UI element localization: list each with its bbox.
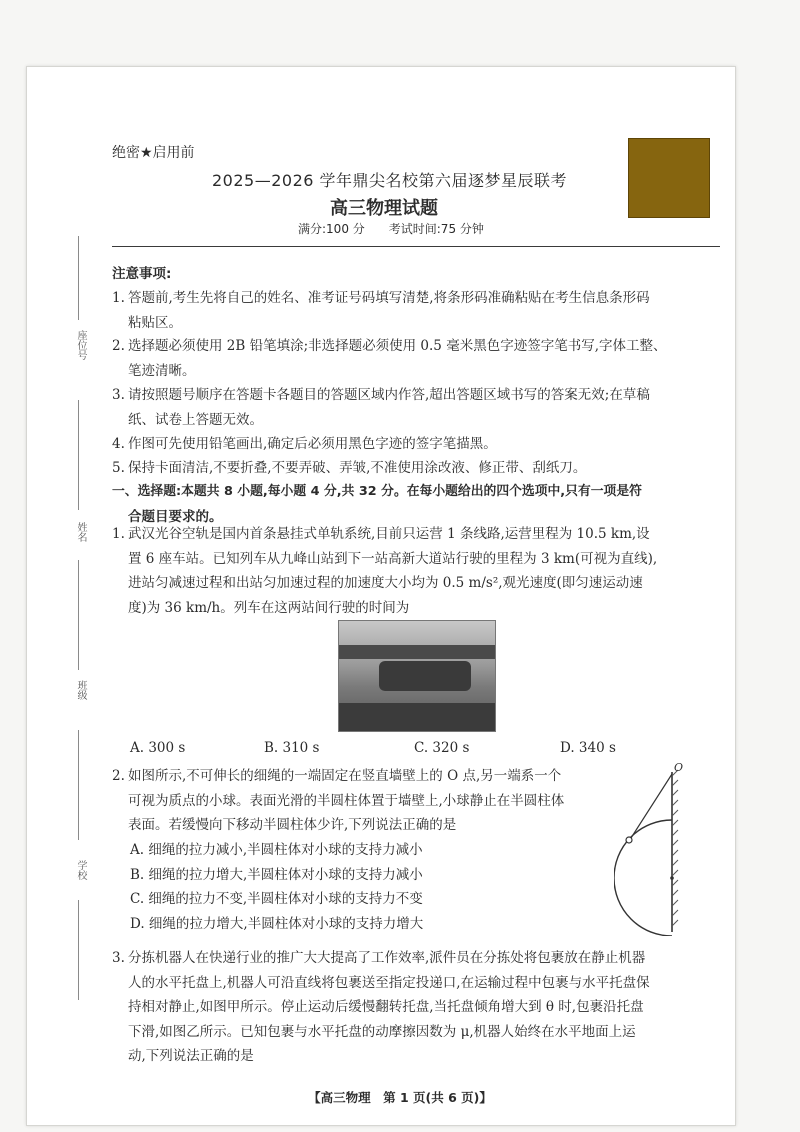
question-line: 表面。若缓慢向下移动半圆柱体少许,下列说法正确的是 bbox=[128, 817, 457, 833]
option-d[interactable]: D. 细绳的拉力增大,半圆柱体对小球的支持力增大 bbox=[130, 915, 424, 932]
side-label-school: 学校 bbox=[75, 860, 86, 880]
margin-line bbox=[78, 730, 79, 840]
item-number: 2. bbox=[112, 338, 125, 354]
item-text-cont: 粘贴区。 bbox=[128, 314, 182, 331]
item-text: 选择题必须使用 2B 铅笔填涂;非选择题必须使用 0.5 毫米黑色字迹签字笔书写,字体工整、 bbox=[128, 338, 667, 354]
subject-title: 高三物理试题 bbox=[330, 198, 438, 219]
question-line: 可视为质点的小球。表面光滑的半圆柱体置于墙壁上,小球静止在半圆柱体 bbox=[128, 792, 565, 809]
item-text: 请按照题号顺序在答题卡各题目的答题区域内作答,超出答题区域书写的答案无效;在草稿 bbox=[128, 387, 650, 403]
question-number: 1. bbox=[112, 526, 125, 542]
wall-semicylinder-diagram bbox=[614, 760, 704, 936]
side-label-class: 班级 bbox=[75, 680, 86, 700]
page-footer: 【高三物理 第 1 页(共 6 页)】 bbox=[308, 1090, 492, 1105]
question-line: 人的水平托盘上,机器人可沿直线将包裹送至指定投递口,在运输过程中包裹与水平托盘保 bbox=[128, 974, 650, 991]
item-number: 5. bbox=[112, 460, 125, 476]
item-number: 3. bbox=[112, 387, 125, 403]
notice-item bbox=[112, 432, 712, 457]
string-line bbox=[631, 774, 672, 838]
margin-line bbox=[78, 900, 79, 1000]
barcode-sticker-area bbox=[628, 138, 710, 218]
point-o-label: O bbox=[674, 761, 684, 774]
notice-heading: 注意事项: bbox=[112, 266, 172, 282]
option-a[interactable]: A. 300 s bbox=[130, 740, 186, 756]
secret-label: 绝密★启用前 bbox=[112, 145, 195, 161]
notice-item bbox=[112, 456, 712, 481]
margin-line bbox=[78, 400, 79, 510]
notice-item bbox=[112, 334, 712, 383]
option-a[interactable]: A. 细绳的拉力减小,半圆柱体对小球的支持力减小 bbox=[130, 842, 423, 858]
question-3 bbox=[112, 946, 712, 1069]
question-number: 3. bbox=[112, 950, 125, 966]
notice-item bbox=[112, 286, 712, 335]
wall-hatching bbox=[672, 770, 678, 926]
ball bbox=[626, 837, 632, 843]
item-text: 保持卡面清洁,不要折叠,不要弄破、弄皱,不准使用涂改液、修正带、刮纸刀。 bbox=[128, 460, 587, 476]
q2-options bbox=[130, 838, 550, 936]
header-divider bbox=[112, 246, 720, 247]
exam-meta: 满分:100 分 考试时间:75 分钟 bbox=[298, 222, 484, 236]
option-b[interactable]: B. 310 s bbox=[264, 740, 320, 756]
margin-line bbox=[78, 560, 79, 670]
exam-title: 2025—2026 学年鼎尖名校第六届逐梦星辰联考 bbox=[212, 171, 568, 190]
semicylinder-outline bbox=[614, 820, 672, 936]
monorail-photo bbox=[338, 620, 496, 732]
question-line: 武汉光谷空轨是国内首条悬挂式单轨系统,目前只运营 1 条线路,运营里程为 10.5 km,设 bbox=[128, 526, 650, 542]
question-line: 下滑,如图乙所示。已知包裹与水平托盘的动摩擦因数为 μ,机器人始终在水平地面上运 bbox=[128, 1023, 636, 1040]
track-beam bbox=[339, 645, 495, 659]
section-line1: 一、选择题:本题共 8 小题,每小题 4 分,共 32 分。在每小题给出的四个选项中,只有一项是符 bbox=[112, 484, 642, 499]
question-line: 持相对静止,如图甲所示。停止运动后缓慢翻转托盘,当托盘倾角增大到 θ 时,包裹沿托盘 bbox=[128, 999, 644, 1015]
question-1 bbox=[112, 522, 712, 620]
item-number: 1. bbox=[112, 290, 125, 306]
section-line2: 合题目要求的。 bbox=[128, 508, 223, 525]
question-line: 进站匀减速过程和出站匀加速过程的加速度大小均为 0.5 m/s²,观光速度(即匀速运动速 bbox=[128, 575, 643, 591]
question-2 bbox=[112, 764, 632, 838]
train-car bbox=[379, 661, 471, 691]
question-line: 分拣机器人在快递行业的推广大大提高了工作效率,派件员在分拣处将包裹放在静止机器 bbox=[128, 950, 646, 966]
semicylinder-center bbox=[670, 876, 674, 880]
question-line: 动,下列说法正确的是 bbox=[128, 1048, 254, 1064]
notice-item bbox=[112, 383, 712, 432]
margin-line bbox=[78, 236, 79, 320]
option-b[interactable]: B. 细绳的拉力增大,半圆柱体对小球的支持力减小 bbox=[130, 866, 423, 883]
item-text-cont: 笔迹清晰。 bbox=[128, 362, 196, 379]
item-number: 4. bbox=[112, 436, 125, 452]
option-c[interactable]: C. 320 s bbox=[414, 740, 470, 756]
option-c[interactable]: C. 细绳的拉力不变,半圆柱体对小球的支持力不变 bbox=[130, 891, 423, 907]
item-text: 答题前,考生先将自己的姓名、准考证号码填写清楚,将条形码准确粘贴在考生信息条形码 bbox=[128, 290, 650, 306]
tree-line bbox=[339, 703, 495, 731]
side-label-name: 姓名 bbox=[75, 522, 86, 542]
question-line: 度)为 36 km/h。列车在这两站间行驶的时间为 bbox=[128, 599, 410, 616]
option-d[interactable]: D. 340 s bbox=[560, 740, 616, 756]
side-label-seat: 座位号 bbox=[75, 330, 86, 360]
question-number: 2. bbox=[112, 768, 125, 784]
item-text: 作图可先使用铅笔画出,确定后必须用黑色字迹的签字笔描黑。 bbox=[128, 436, 497, 452]
question-line: 如图所示,不可伸长的细绳的一端固定在竖直墙壁上的 O 点,另一端系一个 bbox=[128, 768, 562, 784]
q1-options bbox=[130, 740, 630, 760]
question-line: 置 6 座车站。已知列车从九峰山站到下一站高新大道站行驶的里程为 3 km(可视为直线), bbox=[128, 550, 658, 567]
item-text-cont: 纸、试卷上答题无效。 bbox=[128, 411, 263, 428]
